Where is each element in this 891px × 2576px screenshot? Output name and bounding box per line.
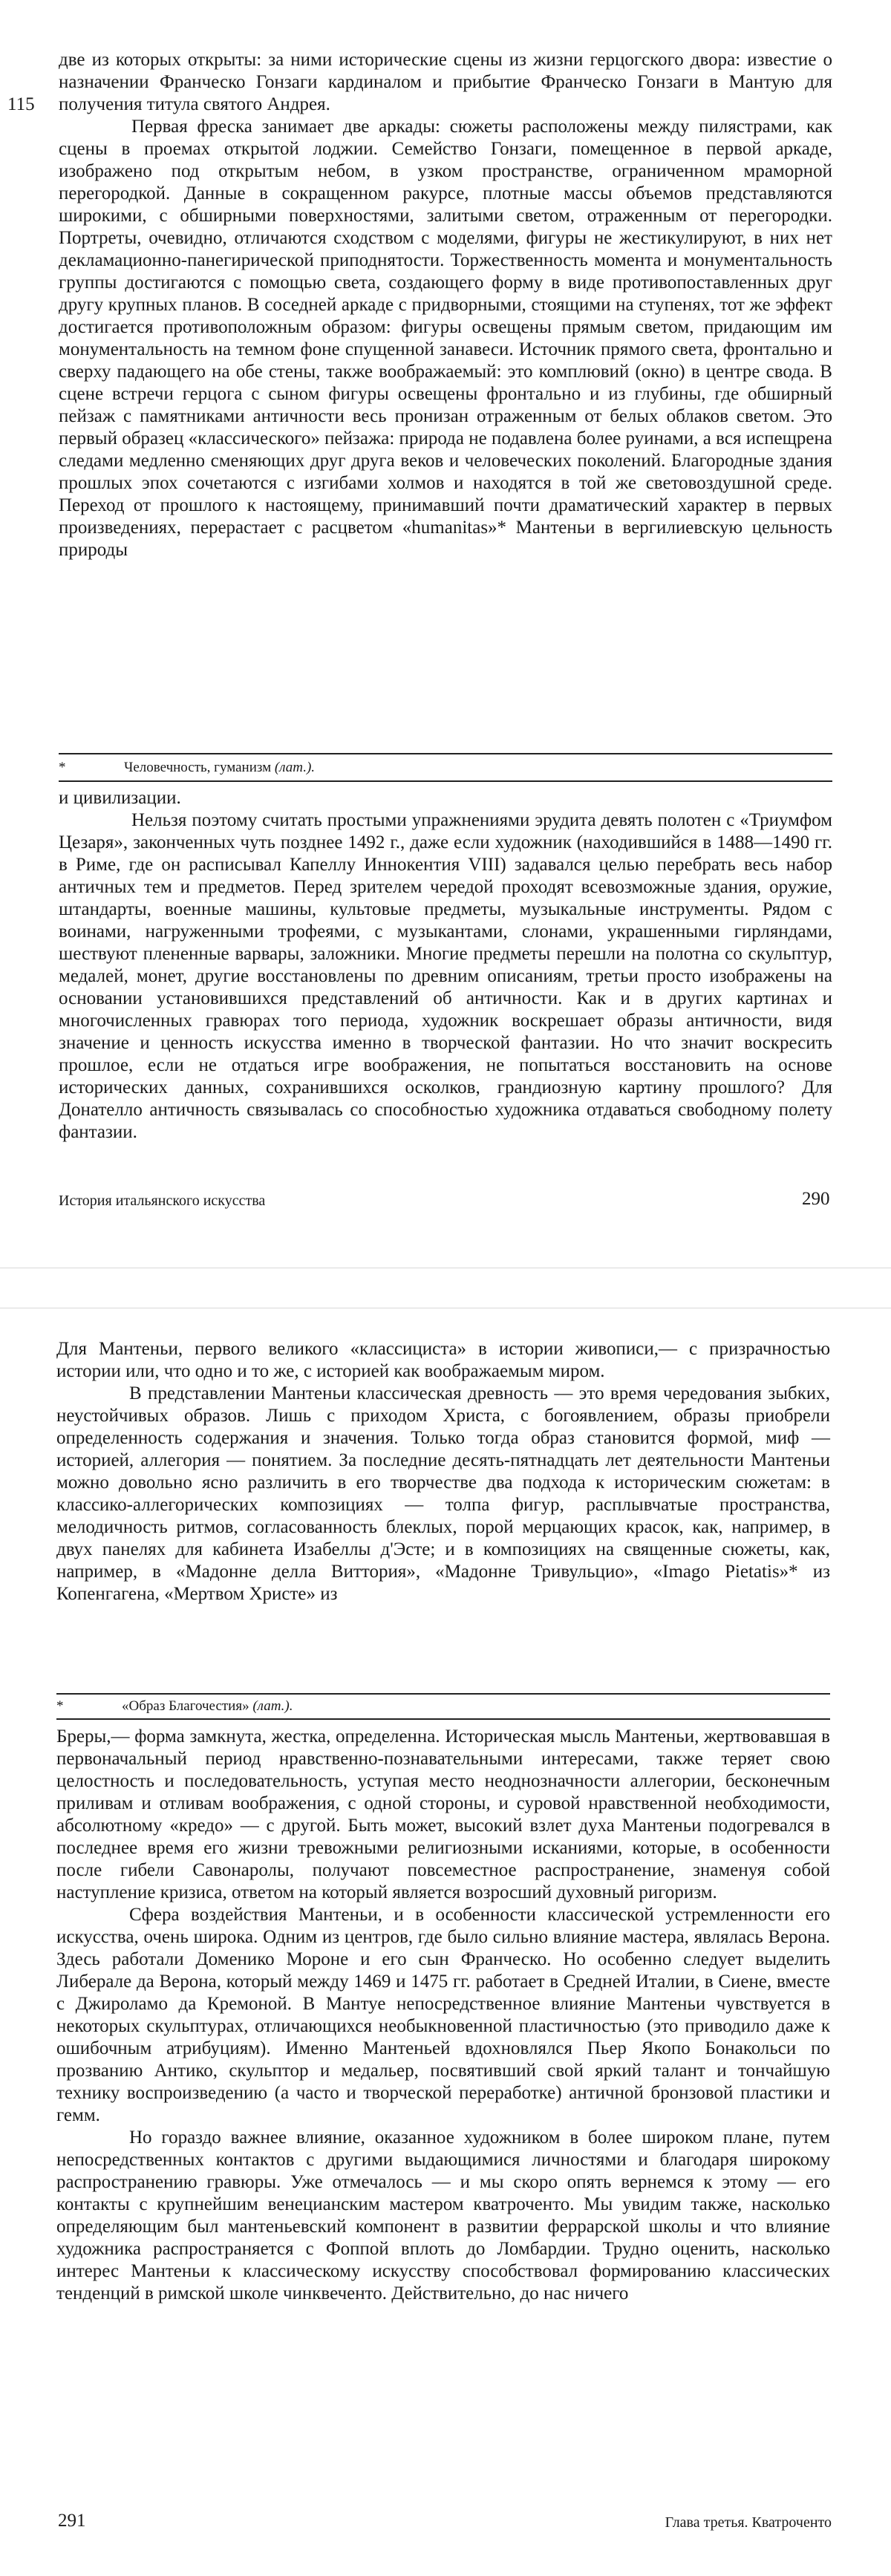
main-text-upper (59, 49, 832, 561)
page-separator (0, 1268, 891, 1308)
footnote-rule (59, 753, 832, 754)
footnote-rule (56, 1693, 830, 1695)
running-footer: История итальянского искусства (59, 1193, 266, 1209)
running-footer: Глава третья. Кватроченто (665, 2514, 832, 2531)
paragraph: Первая фреска занимает две аркады: сюжеты расположены между пилястрами, как сцены в проемах открытой лоджии. Семейство Гонзаги, помещенное в первой аркаде, изображено под открытым небом, в узком пространстве, ограниченном мраморной перегородкой. Данные в сокращенном ракурсе, плотные массы объемов представляются широкими, с обширными поверхностями, залитыми светом, отраженным от перегородки. Портреты, очевидно, отличаются сходством с моделями, фигуры не жестикулируют, в них нет декламационно-панегирической приподнятости. Торжественность момента и монументальность группы достигаются с помощью света, создающего форму в виде противопоставленных друг другу крупных планов. В соседней аркаде с придворными, стоящими на ступенях, тот же эффект достигается противоположным образом: фигуры освещены прямым светом, придающим им монументальность на темном фоне спущенной занавеси. Источник прямого света, фронтально и сверху падающего на обе стены, также воображаемый: это комплювий (окно) в центре свода. В сцене встречи герцога с сыном фигуры освещены фронтально и из глубины, где обширный пейзаж с памятниками античности весь пронизан отраженным от белых облаков светом. Это первый образец «классического» пейзажа: природа не подавлена более руинами, а вся испещрена следами медленно сменяющих друг друга веков и человеческих поколений. Благородные здания прошлых эпох сочетаются с изгибами холмов и находятся в той же световоздушной среде. Переход от прошлого к настоящему, принимавший почти драматический характер в первых произведениях, перерастает с расцветом «humanitas»* Мантеньи в вергилиевскую цельность природы (59, 117, 832, 560)
paragraph: Бреры,— форма замкнута, жестка, определенна. Историческая мысль Мантеньи, жертвовавшая в первоначальный период нравственно-познавательными интересами, также теряет свою целостность и последовательность, уступая место неоднозначности аллегории, бесконечным приливам и отливам воображения, с одной стороны, и суровой нравственной необходимости, абсолютному «кредо» — с другой. Быть может, высокий взлет духа Мантеньи подогревался в последнее время его жизни тревожными религиозными исканиями, которые, в особенности после гибели Савонаролы, получают повсеместное распространение, знаменуя собой наступление кризиса, ответом на который является возросший духовный ригоризм. (56, 1726, 830, 1902)
footnote-language: (лат.). (274, 760, 316, 775)
footnote-text: «Образ Благочестия» (122, 1698, 249, 1714)
page-number: 291 (58, 2511, 86, 2531)
page-number: 290 (802, 1189, 830, 1209)
paragraph: Для Мантеньи, первого великого «классициста» в истории живописи,— с призрачностью истории или, что одно и то же, с историей как воображаемым миром. (56, 1339, 830, 1381)
footnote-mark: * (56, 1698, 64, 1714)
page-290 (0, 0, 891, 1268)
footnote-mark: * (59, 760, 66, 775)
margin-line-number: 115 (7, 94, 35, 114)
paragraph: Нельзя поэтому считать простыми упражнениями эрудита девять полотен с «Триумфом Цезаря», законченных чуть позднее 1492 г., даже если художник (находившийся в 1488—1490 гг. в Риме, где он расписывал Капеллу Иннокентия VIII) задавался целью перебрать весь набор античных тем и предметов. Перед зрителем чередой проходят всевозможные здания, оружие, штандарты, военные машины, культовые предметы, музыкальные инструменты. Рядом с воинами, нагруженными трофеями, с музыкантами, слонами, украшенными гирляндами, шествуют плененные варвары, заложники. Многие предметы перешли на полотна со скульптур, медалей, монет, другие восстановлены по древним описаниям, третьи просто изображены на основании установившихся представлений об античности. Как и в других картинах и многочисленных гравюрах того периода, художник воскрешает образы античности, видя значение и ценность искусства именно в творческой фантазии. Но что значит воскресить прошлое, если не отдаться игре воображения, не попытаться восстановить на основе исторических данных, сохранившихся осколков, грандиозную картину прошлого? Для Донателло античность связывалась со способностью художника отдаваться свободному полету фантазии. (59, 810, 832, 1142)
footnote-rule (59, 780, 832, 782)
page-291 (0, 1308, 891, 2576)
paragraph: Но гораздо важнее влияние, оказанное художником в более широком плане, путем непосредственных контактов с другими выдающимися личностями и благодаря широкому распространению гравюры. Уже отмечалось — и мы скоро опять вернемся к этому — его контакты с крупнейшим венецианским мастером кватроченто. Мы увидим также, насколько определяющим был мантеньевский компонент в развитии феррарской школы и что влияние художника распространяется с Фоппой вплоть до Ломбардии. Трудно оценить, насколько интерес Мантеньи к классическому искусству способствовал формированию классических тенденций в римской школе чинквеченто. Действительно, до нас ничего (56, 2127, 830, 2303)
paragraph: две из которых открыты: за ними исторические сцены из жизни герцогского двора: известие о назначении Франческо Гонзаги кардиналом и прибытие Франческо Гонзаги в Мантую для получения титула святого Андрея. (59, 50, 832, 114)
paragraph: и цивилизации. (59, 788, 181, 808)
footnote-language: (лат.). (252, 1698, 293, 1714)
paragraph: В представлении Мантеньи классическая древность — это время чередования зыбких, неустойчивых образов. Лишь с приходом Христа, с богоявлением, образы приобрели определенность содержания и значения. Только тогда образ становится формой, миф — историей, аллегория — понятием. За последние десять-пятнадцать лет деятельности Мантеньи можно довольно ясно различить в его творчестве два подхода к историческим сюжетам: в классико-аллегорических композициях — толпа фигур, расплывчатые пространства, мелодичность ритмов, согласованность блеклых, порой мерцающих красок, как, например, в двух панелях для кабинета Изабеллы д'Эсте; и в композициях на священные сюжеты, как, например, в «Мадонне делла Виттория», «Мадонне Тривульцио», «Imago Pietatis»* из Копенгагена, «Мертвом Христе» из (56, 1383, 830, 1604)
footnote (56, 1697, 293, 1716)
main-text-lower (56, 1726, 830, 2305)
footnote-rule (56, 1718, 830, 1720)
main-text-upper (56, 1338, 830, 1605)
paragraph: Сфера воздействия Мантеньи, и в особенности классической устремленности его искусства, очень широка. Одним из центров, где было сильно влияние мастера, являлась Верона. Здесь работали Доменико Мороне и его сын Франческо. Но особенно следует выделить Либерале да Верона, который между 1469 и 1475 гг. работает в Средней Италии, в Сиене, вместе с Джироламо да Кремоной. В Мантуе непосредственное влияние Мантеньи чувствуется в некоторых скульптурах, отличающихся необыкновенной пластичностью (это приводило даже к ошибочным атрибуциям). Именно Мантеньей вдохновлялся Пьер Якопо Бонакольси по прозванию Антико, скульптор и медальер, посвятивший свой яркий талант и тончайшую технику воспроизведению (а часто и творческой переработке) античной бронзовой пластики и гемм. (56, 1905, 830, 2125)
main-text-lower (59, 787, 832, 1144)
footnote-text: Человечность, гуманизм (124, 760, 272, 775)
footnote (59, 758, 315, 777)
